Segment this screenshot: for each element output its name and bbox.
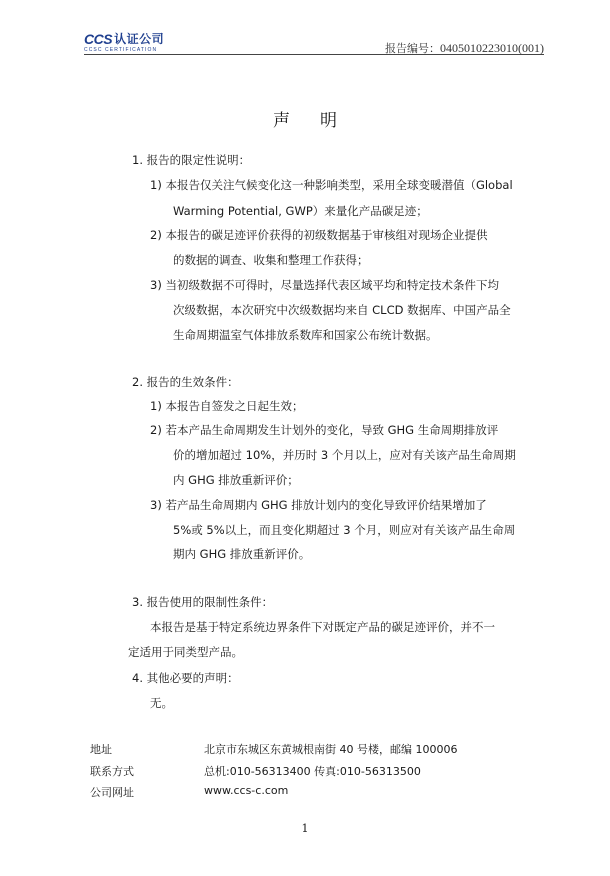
page-number: 1 xyxy=(301,822,309,835)
contact-label-address: 地址 xyxy=(90,743,112,756)
logo-main-text: CCS xyxy=(84,31,113,47)
section-heading-3: 3. 报告使用的限制性条件： xyxy=(132,595,274,609)
header-divider xyxy=(84,54,544,55)
list-item-line: 期内 GHG 排放重新评价。 xyxy=(173,547,311,561)
list-item-line: 1) 本报告仅关注气候变化这一种影响类型，采用全球变暖潜值（Global xyxy=(150,178,513,192)
list-item-line: 2) 本报告的碳足迹评价获得的初级数据基于审核组对现场企业提供 xyxy=(150,228,488,242)
list-item-line: 的数据的调查、收集和整理工作获得； xyxy=(173,253,369,267)
page-header xyxy=(84,30,544,56)
page-title: 声明 xyxy=(273,111,367,131)
list-item-line: 2) 若本产品生命周期发生计划外的变化，导致 GHG 生命周期排放评 xyxy=(150,423,499,437)
contact-value-phone: 总机:010-56313400 传真:010-56313500 xyxy=(204,765,421,778)
list-item-line: 生命周期温室气体排放系数库和国家公布统计数据。 xyxy=(173,328,438,342)
contact-label-phone: 联系方式 xyxy=(90,765,134,778)
paragraph-line: 定适用于同类型产品。 xyxy=(128,645,243,659)
report-number-value: 0405010223010(001) xyxy=(440,41,544,55)
paragraph-line: 无。 xyxy=(150,696,173,710)
list-item-line: 次级数据，本次研究中次级数据均来自 CLCD 数据库、中国产品全 xyxy=(173,303,511,317)
list-item-line: 5%或 5%以上，而且变化期超过 3 个月，则应对有关该产品生命周 xyxy=(173,523,516,537)
paragraph-line: 本报告是基于特定系统边界条件下对既定产品的碳足迹评价，并不一 xyxy=(150,620,495,634)
contact-value-website[interactable]: www.ccs-c.com xyxy=(204,784,289,797)
list-item-line: 3) 当初级数据不可得时，尽量选择代表区域平均和特定技术条件下均 xyxy=(150,278,499,292)
list-item-line: Warming Potential, GWP）来量化产品碳足迹； xyxy=(173,204,428,218)
list-item-line: 内 GHG 排放重新评价； xyxy=(173,473,299,487)
logo-chinese-text: 认证公司 xyxy=(114,32,165,46)
report-number-label: 报告编号： xyxy=(385,42,440,55)
company-logo xyxy=(84,32,164,54)
section-heading-4: 4. 其他必要的声明： xyxy=(132,671,239,685)
section-heading-2: 2. 报告的生效条件： xyxy=(132,375,239,389)
list-item-line: 1) 本报告自签发之日起生效； xyxy=(150,399,304,413)
contact-label-website: 公司网址 xyxy=(90,786,134,799)
contact-value-address: 北京市东城区东黄城根南街 40 号楼，邮编 100006 xyxy=(204,743,458,756)
list-item-line: 价的增加超过 10%，并历时 3 个月以上，应对有关该产品生命周期 xyxy=(173,448,516,462)
section-heading-1: 1. 报告的限定性说明： xyxy=(132,153,251,167)
list-item-line: 3) 若产品生命周期内 GHG 排放计划内的变化导致评价结果增加了 xyxy=(150,498,487,512)
logo-subtitle: CCSC CERTIFICATION xyxy=(84,47,158,53)
